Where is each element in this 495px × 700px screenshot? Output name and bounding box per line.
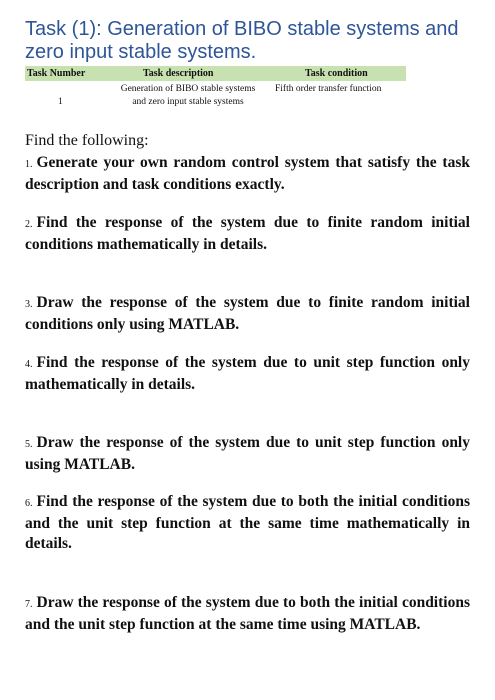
cell-task-condition: Fifth order transfer function [275, 84, 382, 94]
question-item [25, 433, 470, 475]
question-number: 4. [25, 359, 33, 370]
question-item [25, 293, 470, 335]
task-table [25, 66, 406, 111]
header-task-number: Task Number [27, 68, 86, 79]
header-task-description: Task description [143, 68, 214, 79]
question-text: Find the response of the system due to unit step function only mathematically in details. [25, 354, 470, 393]
question-text: Find the response of the system due to both the initial conditions and the unit step function at the same time mathematically in details. [25, 493, 470, 552]
question-item [25, 153, 470, 195]
cell-task-description [102, 83, 274, 109]
question-item [25, 213, 470, 255]
cell-task-number: 1 [58, 97, 63, 107]
question-item [25, 353, 470, 395]
question-number: 1. [25, 159, 33, 170]
question-text: Draw the response of the system due to finite random initial conditions only using MATLAB. [25, 294, 470, 333]
question-number: 7. [25, 599, 33, 610]
question-text: Draw the response of the system due to unit step function only using MATLAB. [25, 434, 470, 473]
question-item [25, 492, 470, 554]
description-line-2: and zero input stable systems [132, 97, 244, 107]
question-number: 2. [25, 219, 33, 230]
question-number: 5. [25, 439, 33, 450]
question-number: 6. [25, 498, 33, 509]
table-header [25, 66, 406, 81]
question-number: 3. [25, 299, 33, 310]
task-title: Task (1): Generation of BIBO stable systems and zero input stable systems. [25, 18, 459, 63]
question-text: Generate your own random control system that satisfy the task description and task conditions exactly. [25, 154, 470, 193]
question-text: Draw the response of the system due to both the initial conditions and the unit step function at the same time using MATLAB. [25, 594, 470, 633]
table-row [25, 81, 406, 111]
description-line-1: Generation of BIBO stable systems [120, 84, 256, 94]
find-heading: Find the following: [25, 132, 149, 149]
question-item [25, 593, 470, 635]
question-text: Find the response of the system due to finite random initial conditions mathematically in details. [25, 214, 470, 253]
header-task-condition: Task condition [305, 68, 368, 79]
